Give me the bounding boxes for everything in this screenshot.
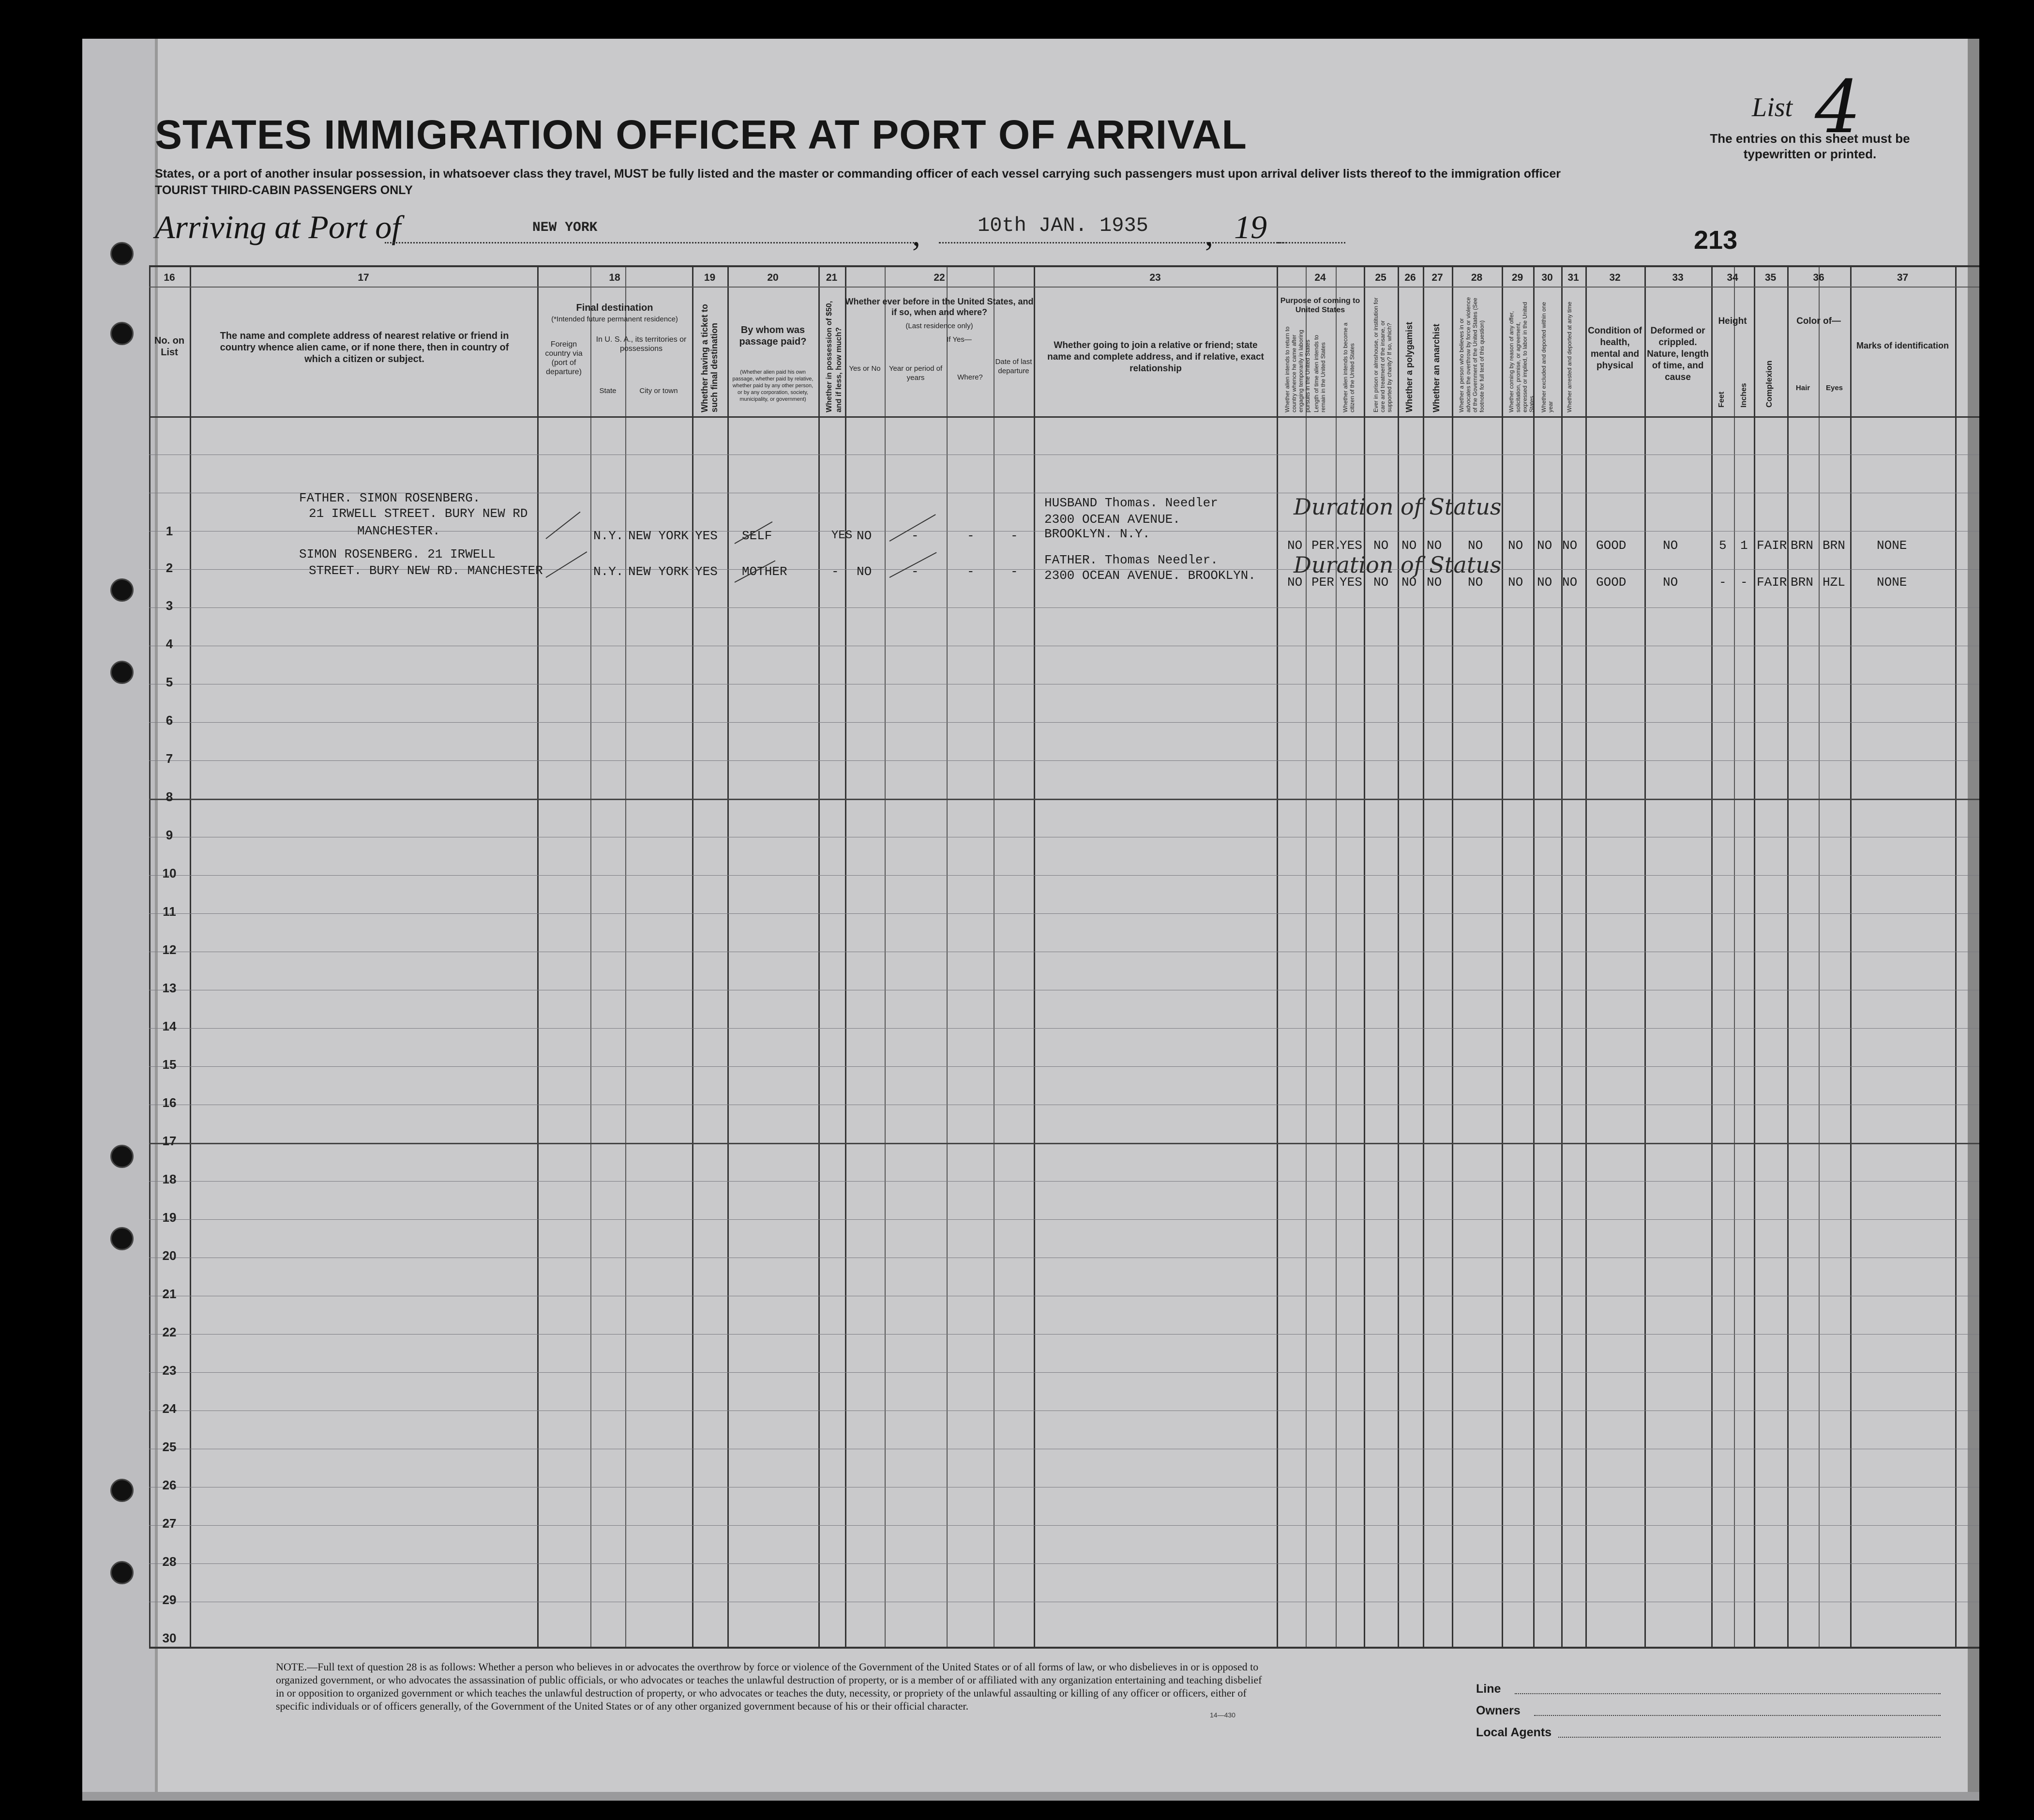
grid-line xyxy=(1819,267,1820,1647)
grid-line xyxy=(537,267,539,1647)
header-health: Condition of health, mental and physical xyxy=(1588,326,1642,371)
header-money: Whether in possession of $50, and if less, how much? xyxy=(825,301,843,412)
form-code: 14—430 xyxy=(1210,1711,1235,1719)
column-number: 26 xyxy=(1404,272,1416,283)
eyes-color: HZL xyxy=(1823,575,1845,590)
prison-answer: NO xyxy=(1373,575,1389,590)
header-separator xyxy=(149,287,1979,288)
header-hair: Hair xyxy=(1795,384,1810,392)
row-number: 14 xyxy=(162,1019,177,1033)
binder-hole xyxy=(110,1227,134,1250)
binder-hole xyxy=(110,578,134,602)
row-number: 23 xyxy=(162,1363,177,1378)
header-no-on-list: No. on List xyxy=(154,335,185,358)
header-return: Whether alien intends to return to country whence he came after engaging temporarily in laboring pursuits in the United States xyxy=(1284,326,1311,412)
labor-offer-answer: NO xyxy=(1508,575,1523,590)
where-answer: - xyxy=(967,564,975,579)
header-final-destination: Final destination xyxy=(576,303,653,313)
relative-line: MANCHESTER. xyxy=(357,524,440,538)
row-number: 13 xyxy=(162,981,177,995)
last-departure-answer: - xyxy=(1010,564,1018,579)
owners-label: Owners xyxy=(1476,1704,1521,1717)
pen-check-mark xyxy=(545,512,580,539)
row-line xyxy=(149,1219,1979,1220)
relative-line: FATHER. SIMON ROSENBERG. xyxy=(299,491,481,505)
length-stay-answer: PER xyxy=(1311,575,1334,590)
list-number: 4 xyxy=(1815,65,1861,150)
column-number: 19 xyxy=(704,272,716,283)
row-number: 17 xyxy=(162,1134,177,1148)
row-number: 10 xyxy=(162,866,177,880)
header-height: Height xyxy=(1718,316,1747,326)
column-number: 21 xyxy=(826,272,838,283)
grid-line xyxy=(625,267,626,1647)
header-yes-no: Yes or No xyxy=(849,364,881,373)
height-feet: 5 xyxy=(1719,538,1727,553)
return-answer: NO xyxy=(1287,575,1303,590)
polygamist-answer: NO xyxy=(1401,538,1417,553)
instructions-line-2: TOURIST THIRD-CABIN PASSENGERS ONLY xyxy=(155,183,413,197)
header-passage-paid: By whom was passage paid? xyxy=(739,325,807,347)
row-number: 24 xyxy=(162,1401,177,1416)
money-answer: - xyxy=(831,564,839,579)
grid-line xyxy=(947,267,948,1647)
column-number: 18 xyxy=(609,272,620,283)
column-number: 30 xyxy=(1541,272,1553,283)
column-number: 33 xyxy=(1672,272,1684,283)
instructions-line-1: States, or a port of another insular possession, in whatsoever class they travel, MUST be fully listed and the master or commanding officer of each vessel carrying such passengers must upon arrival deliver lists thereof to the immigration officer xyxy=(155,167,1561,181)
relative-line: 21 IRWELL STREET. BURY NEW RD xyxy=(309,506,528,521)
grid-line xyxy=(692,267,693,1647)
header-last-departure: Date of last departure xyxy=(995,358,1032,375)
manifest-table xyxy=(149,265,1979,1649)
instructions xyxy=(155,166,1703,198)
row-number: 9 xyxy=(166,828,173,842)
column-number: 27 xyxy=(1431,272,1443,283)
hair-color: BRN xyxy=(1791,538,1813,553)
row-line xyxy=(149,1525,1979,1526)
column-number: 28 xyxy=(1471,272,1483,283)
list-label: List xyxy=(1752,92,1793,122)
destination-state: N.Y. xyxy=(593,564,624,579)
binder-hole xyxy=(110,1479,134,1502)
row-number: 21 xyxy=(162,1287,177,1301)
row-line xyxy=(149,875,1979,876)
column-number: 37 xyxy=(1897,272,1909,283)
row-number: 15 xyxy=(162,1057,177,1072)
citizen-answer: YES xyxy=(1340,538,1362,553)
passage-paid-by: MOTHER xyxy=(742,564,787,579)
header-years: Year or period of years xyxy=(889,364,943,382)
years-answer: - xyxy=(911,564,919,579)
grid-line xyxy=(1034,267,1035,1647)
citizen-answer: YES xyxy=(1340,575,1362,590)
grid-line xyxy=(1955,267,1957,1647)
relative-line: STREET. BURY NEW RD. MANCHESTER xyxy=(309,563,543,578)
grid-line xyxy=(1787,267,1789,1647)
binder-hole xyxy=(110,1561,134,1584)
year-dotted-line xyxy=(1278,242,1345,243)
passage-paid-by: SELF xyxy=(742,529,772,543)
header-deformed: Deformed or crippled. Nature, length of time, and cause xyxy=(1647,326,1709,382)
grid-line xyxy=(190,267,191,1647)
years-answer: - xyxy=(911,529,919,543)
column-number: 22 xyxy=(934,272,945,283)
grid-line xyxy=(1850,267,1852,1647)
column-number: 36 xyxy=(1813,272,1824,283)
grid-line xyxy=(1398,267,1399,1647)
local-agents-label: Local Agents xyxy=(1476,1726,1552,1739)
row-number: 2 xyxy=(166,561,173,575)
row-number: 3 xyxy=(166,598,173,613)
anarchist-answer: NO xyxy=(1427,575,1442,590)
header-ever-before: Whether ever before in the United States, and if so, when and where? xyxy=(845,297,1034,317)
grid-line xyxy=(1533,267,1535,1647)
row-number: 27 xyxy=(162,1516,177,1531)
grid-line xyxy=(1644,267,1646,1647)
grid-line xyxy=(885,267,886,1647)
marks-answer: NONE xyxy=(1877,538,1907,553)
column-number: 24 xyxy=(1314,272,1326,283)
height-inches: 1 xyxy=(1740,538,1748,553)
arrival-port: NEW YORK xyxy=(532,220,598,235)
row-number: 11 xyxy=(163,904,176,919)
header-foreign-country: Foreign country via (port of departure) xyxy=(545,340,583,376)
row-number: 16 xyxy=(162,1095,177,1110)
header-prison: Ever in prison or almshouse, or institution for care and treatment of the insane, or supported by charity? If so, which? xyxy=(1372,297,1393,412)
joining-line: BROOKLYN. N.Y. xyxy=(1044,527,1150,541)
row-line xyxy=(149,1334,1979,1335)
column-number: 31 xyxy=(1567,272,1579,283)
overthrow-answer: NO xyxy=(1468,538,1483,553)
header-relative: The name and complete address of nearest relative or friend in country whence alien came, or if none there, then in country of which a citizen or subject. xyxy=(220,331,509,364)
column-number: 29 xyxy=(1511,272,1523,283)
labor-offer-answer: NO xyxy=(1508,538,1523,553)
header-eyes: Eyes xyxy=(1825,384,1843,392)
row-number: 6 xyxy=(166,713,173,728)
row-line xyxy=(149,1028,1979,1029)
health-answer: GOOD xyxy=(1596,575,1627,590)
grid-line xyxy=(727,267,729,1647)
header-state: State xyxy=(599,387,617,395)
destination-city: NEW YORK xyxy=(628,564,689,579)
row-number: 26 xyxy=(162,1478,177,1492)
column-number: 23 xyxy=(1149,272,1161,283)
joining-line: 2300 OCEAN AVENUE. BROOKLYN. xyxy=(1044,568,1256,583)
height-feet: - xyxy=(1719,575,1727,590)
arrested-answer: NO xyxy=(1562,575,1578,590)
column-number: 34 xyxy=(1727,272,1738,283)
arriving-label: Arriving at Port of xyxy=(155,209,401,245)
return-answer: NO xyxy=(1287,538,1303,553)
header-excluded: Whether excluded and deported within one year xyxy=(1540,302,1554,412)
owners-field xyxy=(1534,1715,1941,1716)
excluded-answer: NO xyxy=(1537,538,1552,553)
separator: , xyxy=(912,216,920,253)
header-ever-before-note: (Last residence only) xyxy=(905,322,973,330)
polygamist-answer: NO xyxy=(1401,575,1417,590)
row-number: 29 xyxy=(162,1592,177,1607)
row-line xyxy=(149,1181,1979,1182)
destination-state: N.Y. xyxy=(593,529,624,543)
line-field xyxy=(1515,1693,1941,1694)
eyes-color: BRN xyxy=(1823,538,1845,553)
row-line xyxy=(149,607,1979,608)
marks-answer: NONE xyxy=(1877,575,1907,590)
pen-check-mark xyxy=(545,551,587,578)
grid-line xyxy=(1754,267,1755,1647)
grid-line xyxy=(590,267,591,1647)
header-marks: Marks of identification xyxy=(1856,341,1949,350)
year-prefix: 19 xyxy=(1234,209,1267,245)
row-line xyxy=(149,913,1979,914)
header-polygamist: Whether a polygamist xyxy=(1404,321,1414,412)
ticket-answer: YES xyxy=(695,564,718,579)
manifest-page xyxy=(82,39,1979,1801)
excluded-answer: NO xyxy=(1537,575,1552,590)
row-number: 1 xyxy=(166,524,173,538)
footnote: NOTE.—Full text of question 28 is as follows: Whether a person who believes in or advocates the overthrow by force or violence of the Government of the United States or of all forms of law, or who disbelieves in or is opposed to organized government, or who advocates the assassination of public officials, or who advocates or teaches the unlawful destruction of property, or is a member of or affiliated with any organization entertaining and teaching disbelief in or opposition to organized government or which teaches the unlawful destruction of property, or who advocates or teaches the duty, necessity, or propriety of the unlawful assaulting or killing of any officer or officers, either of specific individuals or of officers generally, of the Government of the United States or of any other organized government because of his or their official character. xyxy=(276,1661,1262,1712)
joining-line: HUSBAND Thomas. Needler xyxy=(1044,496,1218,510)
anarchist-answer: NO xyxy=(1427,538,1442,553)
row-line xyxy=(149,1563,1979,1564)
column-number: 25 xyxy=(1375,272,1386,283)
column-number: 17 xyxy=(358,272,369,283)
deformed-answer: NO xyxy=(1663,575,1678,590)
binder-hole xyxy=(110,1145,134,1168)
grid-line xyxy=(1711,267,1713,1647)
header-usa: In U. S. A., its territories or possessions xyxy=(596,335,687,353)
header-joining: Whether going to join a relative or friend; state name and complete address, and if relative, exact relationship xyxy=(1047,340,1264,374)
row-line xyxy=(149,799,1979,800)
header-ticket: Whether having a ticket to such final destination xyxy=(700,303,719,412)
binder-hole xyxy=(110,322,134,345)
row-number: 22 xyxy=(162,1325,177,1339)
row-number: 8 xyxy=(166,789,173,804)
arrested-answer: NO xyxy=(1562,538,1578,553)
header-where: Where? xyxy=(957,373,983,381)
row-number: 18 xyxy=(162,1172,177,1186)
local-agents-field xyxy=(1558,1737,1941,1738)
row-number: 7 xyxy=(166,751,173,766)
grid-line xyxy=(818,267,820,1647)
row-number: 12 xyxy=(162,942,177,957)
page-title: STATES IMMIGRATION OFFICER AT PORT OF ARRIVAL xyxy=(155,112,1247,157)
ever-before-answer: NO xyxy=(857,564,872,579)
header-complexion: Complexion xyxy=(1764,360,1774,408)
row-number: 28 xyxy=(162,1554,177,1569)
destination-city: NEW YORK xyxy=(628,529,689,543)
money-answer: YES xyxy=(831,529,853,542)
grid-line xyxy=(845,267,846,1647)
sheet-number: 213 xyxy=(1694,226,1738,255)
row-line xyxy=(149,722,1979,723)
separator: , xyxy=(1205,216,1213,253)
binding-strip xyxy=(82,39,158,1801)
joining-line: 2300 OCEAN AVENUE. xyxy=(1044,512,1180,527)
grid-line xyxy=(1585,267,1587,1647)
ever-before-answer: NO xyxy=(857,529,872,543)
complexion-answer: FAIR xyxy=(1757,538,1787,553)
line-label: Line xyxy=(1476,1682,1501,1696)
grid-line xyxy=(1502,267,1503,1647)
complexion-answer: FAIR xyxy=(1757,575,1787,590)
grid-line xyxy=(1561,267,1563,1647)
arrival-date: 10th JAN. 1935 xyxy=(978,214,1148,237)
header-final-destination-note: (*Intended future permanent residence) xyxy=(551,315,678,323)
ticket-answer: YES xyxy=(695,529,718,543)
row-number: 19 xyxy=(162,1210,177,1225)
row-line xyxy=(149,1372,1979,1373)
port-dotted-line xyxy=(385,242,917,243)
height-inches: - xyxy=(1740,575,1748,590)
length-stay-answer: PER. xyxy=(1311,538,1342,553)
grid-line xyxy=(1306,267,1307,1647)
header-labor-offer: Whether coming by reason of any offer, solicitation, promise, or agreement, expressed or implied, to labor in the United States xyxy=(1508,302,1535,412)
list-note: The entries on this sheet must be typewritten or printed. xyxy=(1710,131,1910,161)
header-purpose: Purpose of coming to United States xyxy=(1280,297,1360,314)
grid-line xyxy=(1336,267,1337,1647)
health-answer: GOOD xyxy=(1596,538,1627,553)
header-citizen: Whether alien intends to become a citizen of the United States xyxy=(1342,322,1356,412)
grid-line xyxy=(1734,267,1735,1647)
row-line xyxy=(149,1066,1979,1067)
row-line xyxy=(149,760,1979,761)
header-if-yes: If Yes— xyxy=(947,335,972,344)
grid-line xyxy=(1452,267,1453,1647)
row-number: 4 xyxy=(166,637,173,651)
hair-color: BRN xyxy=(1791,575,1813,590)
where-answer: - xyxy=(967,529,975,543)
header-length-stay: Length of time alien intends to remain in the United States xyxy=(1313,334,1326,412)
header-anarchist: Whether an anarchist xyxy=(1431,323,1441,412)
header-bottom xyxy=(149,416,1979,418)
header-feet: Feet xyxy=(1718,392,1726,408)
row-line xyxy=(149,1410,1979,1411)
grid-line xyxy=(1364,267,1365,1647)
grid-line xyxy=(1423,267,1424,1647)
column-number: 20 xyxy=(767,272,779,283)
joining-line: FATHER. Thomas Needler. xyxy=(1044,553,1218,567)
row-number: 20 xyxy=(162,1248,177,1263)
last-departure-answer: - xyxy=(1010,529,1018,543)
column-number: 32 xyxy=(1609,272,1621,283)
row-number: 30 xyxy=(162,1631,177,1645)
header-passage-note: (Whether alien paid his own passage, whether paid by relative, whether paid by any other person, or by any corporation, society, municipality, or government) xyxy=(732,369,814,402)
deformed-answer: NO xyxy=(1663,538,1678,553)
binder-hole xyxy=(110,242,134,265)
overthrow-answer: NO xyxy=(1468,575,1483,590)
handwritten-annotation: Duration of Status xyxy=(1294,494,1502,520)
binder-hole xyxy=(110,661,134,684)
column-number: 35 xyxy=(1764,272,1777,283)
row-line xyxy=(149,1143,1979,1144)
page-edge-bottom xyxy=(82,1792,1979,1801)
grid-line xyxy=(1277,267,1278,1647)
header-inches: Inches xyxy=(1740,383,1748,408)
header-city: City or town xyxy=(639,387,678,395)
row-number: 25 xyxy=(162,1440,177,1454)
header-color-of: Color of— xyxy=(1796,316,1841,326)
header-overthrow: Whether a person who believes in or advocates the overthrow by force or violence of the Government of the United States (See footnote for full text of this question) xyxy=(1458,297,1485,412)
header-arrested: Whether arrested and deported at any time xyxy=(1566,302,1573,412)
relative-line: SIMON ROSENBERG. 21 IRWELL xyxy=(299,547,496,561)
prison-answer: NO xyxy=(1373,538,1389,553)
row-number: 5 xyxy=(166,675,173,689)
column-number: 16 xyxy=(164,272,175,283)
handwritten-annotation: Duration of Status xyxy=(1294,552,1502,578)
